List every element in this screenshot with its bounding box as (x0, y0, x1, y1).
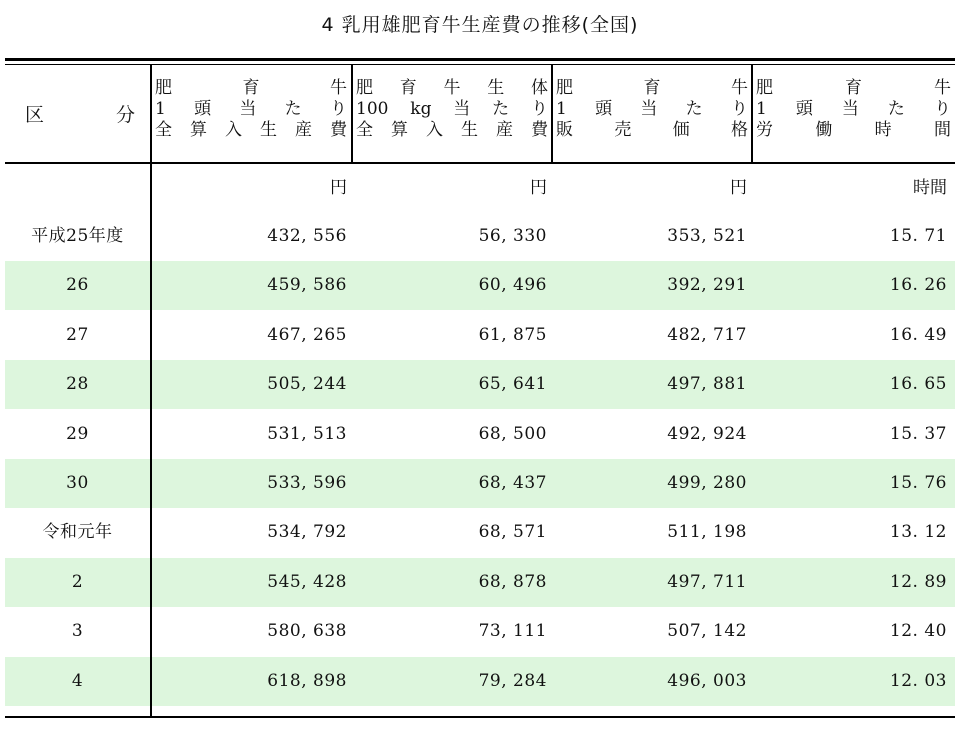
vline-stub (150, 64, 152, 718)
header-token: 体 (531, 78, 548, 98)
cell-col-3: 496, 003 (667, 670, 747, 691)
cell-col-2: 60, 496 (478, 275, 547, 296)
header-line (354, 78, 550, 99)
cell-col-4: 16. 49 (889, 324, 947, 345)
header-token: 入 (225, 120, 242, 140)
header-token: 1 (155, 99, 166, 119)
unit-col-3: 円 (730, 178, 747, 198)
header-line (153, 78, 349, 99)
cell-col-4: 12. 03 (889, 670, 947, 691)
table-row (5, 607, 955, 656)
header-token: た (284, 99, 302, 119)
row-label: 27 (66, 324, 89, 345)
header-token: 牛 (443, 78, 461, 98)
header-token: 育 (643, 78, 661, 98)
cell-col-4: 15. 37 (889, 423, 947, 444)
header-token: り (933, 99, 951, 119)
cell-col-3: 482, 717 (667, 324, 747, 345)
header-kubun-char: 区 (25, 104, 45, 126)
cell-col-2: 73, 111 (478, 621, 547, 642)
cell-col-4: 15. 76 (889, 473, 947, 493)
header-line (354, 99, 550, 120)
bottom-rule (5, 716, 955, 718)
cell-col-2: 68, 437 (478, 473, 547, 493)
header-token: 当 (841, 99, 859, 119)
header-token: り (329, 99, 347, 119)
cell-col-3: 511, 198 (667, 522, 747, 543)
header-token: 入 (426, 120, 443, 140)
header-line (754, 78, 953, 99)
table-row (5, 657, 955, 706)
vline-col-3 (551, 64, 553, 163)
cell-col-1: 618, 898 (267, 670, 347, 691)
header-line (153, 99, 349, 120)
cell-col-4: 16. 65 (889, 374, 947, 395)
row-label: 3 (71, 621, 84, 642)
cell-col-2: 79, 284 (478, 670, 547, 691)
header-token: 肥 (756, 78, 773, 98)
cell-col-4: 13. 12 (889, 522, 947, 543)
row-label: 平成25年度 (31, 226, 124, 246)
header-col-4 (754, 64, 953, 177)
header-token: 頭 (795, 99, 813, 119)
header-token: 働 (815, 120, 833, 140)
header-kubun (25, 100, 135, 127)
header-token: 育 (242, 78, 260, 98)
header-token: 時 (874, 120, 892, 140)
header-token: 100 (356, 99, 389, 119)
header-line (554, 78, 750, 99)
row-label: 26 (66, 275, 89, 296)
row-label: 2 (71, 571, 84, 592)
header-token: 当 (453, 99, 471, 119)
table-row (5, 558, 955, 607)
header-kubun-char: 分 (115, 104, 135, 126)
header-token: 頭 (595, 99, 613, 119)
header-token: 産 (295, 120, 312, 140)
cell-col-3: 507, 142 (667, 621, 747, 642)
unit-col-1: 円 (330, 178, 347, 198)
header-token: 算 (190, 120, 207, 140)
header-token: 間 (933, 120, 951, 140)
header-line (554, 120, 750, 141)
header-token: 肥 (556, 78, 573, 98)
header-token: り (530, 99, 548, 119)
cell-col-3: 392, 291 (667, 275, 747, 296)
table-row (5, 508, 955, 557)
cell-col-1: 531, 513 (267, 423, 347, 444)
header-token: 生 (461, 120, 478, 140)
header-token: た (685, 99, 703, 119)
header-token: 労 (756, 120, 773, 140)
header-token: 牛 (330, 78, 347, 98)
row-label: 28 (66, 374, 89, 395)
cell-col-3: 497, 711 (667, 571, 747, 592)
vline-col-4 (751, 64, 753, 163)
table-row (5, 212, 955, 261)
cell-col-1: 534, 792 (267, 522, 347, 543)
header-token: た (492, 99, 510, 119)
cell-col-3: 497, 881 (667, 374, 747, 395)
header-line (754, 99, 953, 120)
header-rule (5, 162, 955, 164)
header-token: 価 (672, 120, 690, 140)
header-token: 肥 (356, 78, 373, 98)
header-token: 費 (330, 120, 347, 140)
cell-col-2: 68, 571 (478, 522, 547, 543)
cell-col-2: 56, 330 (478, 226, 547, 246)
table-row (5, 261, 955, 310)
header-token: 牛 (731, 78, 748, 98)
cell-col-4: 16. 26 (889, 275, 947, 296)
header-token: 販 (556, 120, 573, 140)
header-token: 1 (556, 99, 567, 119)
unit-col-4: 時間 (913, 178, 947, 198)
table-row (5, 459, 955, 508)
cell-col-4: 12. 89 (889, 571, 947, 592)
header-token: 生 (487, 78, 505, 98)
header-token: 全 (356, 120, 373, 140)
cell-col-2: 68, 878 (478, 571, 547, 592)
header-token: 格 (730, 120, 748, 140)
cell-col-1: 580, 638 (267, 621, 347, 642)
cell-col-2: 65, 641 (478, 374, 547, 395)
header-token: 肥 (155, 78, 172, 98)
header-token: 全 (155, 120, 172, 140)
header-token: 当 (640, 99, 658, 119)
cell-col-4: 12. 40 (889, 621, 947, 642)
top-rule-thick (5, 58, 955, 61)
vline-col-2 (351, 64, 353, 163)
header-token: 1 (756, 99, 767, 119)
cell-col-1: 459, 586 (267, 275, 347, 296)
row-label: 29 (66, 423, 89, 444)
cell-col-1: 467, 265 (267, 324, 347, 345)
header-token: 育 (399, 78, 417, 98)
header-token: り (730, 99, 748, 119)
cell-col-3: 492, 924 (667, 423, 747, 444)
header-token: 売 (614, 120, 632, 140)
header-col-3 (554, 64, 750, 177)
header-col-2 (354, 64, 550, 177)
cell-col-1: 505, 244 (267, 374, 347, 395)
cell-col-1: 545, 428 (267, 571, 347, 592)
cell-col-4: 15. 71 (889, 226, 947, 246)
row-label: 4 (71, 670, 84, 691)
table-row (5, 311, 955, 360)
header-token: 当 (239, 99, 257, 119)
row-label: 令和元年 (42, 522, 113, 543)
header-line (754, 120, 953, 141)
header-line (153, 120, 349, 141)
header-token: 生 (260, 120, 277, 140)
header-col-1 (153, 64, 349, 177)
header-token: 算 (391, 120, 408, 140)
header-token: 費 (531, 120, 548, 140)
cell-col-2: 68, 500 (478, 423, 547, 444)
header-token: 牛 (934, 78, 951, 98)
header-token: 産 (496, 120, 513, 140)
header-line (554, 99, 750, 120)
table-row (5, 410, 955, 459)
table-row (5, 360, 955, 409)
unit-col-2: 円 (530, 178, 547, 198)
cell-col-3: 499, 280 (667, 473, 747, 493)
cell-col-3: 353, 521 (667, 226, 747, 246)
header-token: 育 (845, 78, 862, 98)
cell-col-1: 533, 596 (267, 473, 347, 493)
row-label: 30 (66, 473, 89, 493)
header-line (354, 120, 550, 141)
cell-col-2: 61, 875 (478, 324, 547, 345)
header-token: kg (410, 99, 432, 119)
table-title: 4 乳用雄肥育牛生産費の推移(全国) (321, 14, 639, 36)
header-token: 頭 (194, 99, 212, 119)
cell-col-1: 432, 556 (267, 226, 347, 246)
header-token: た (887, 99, 905, 119)
